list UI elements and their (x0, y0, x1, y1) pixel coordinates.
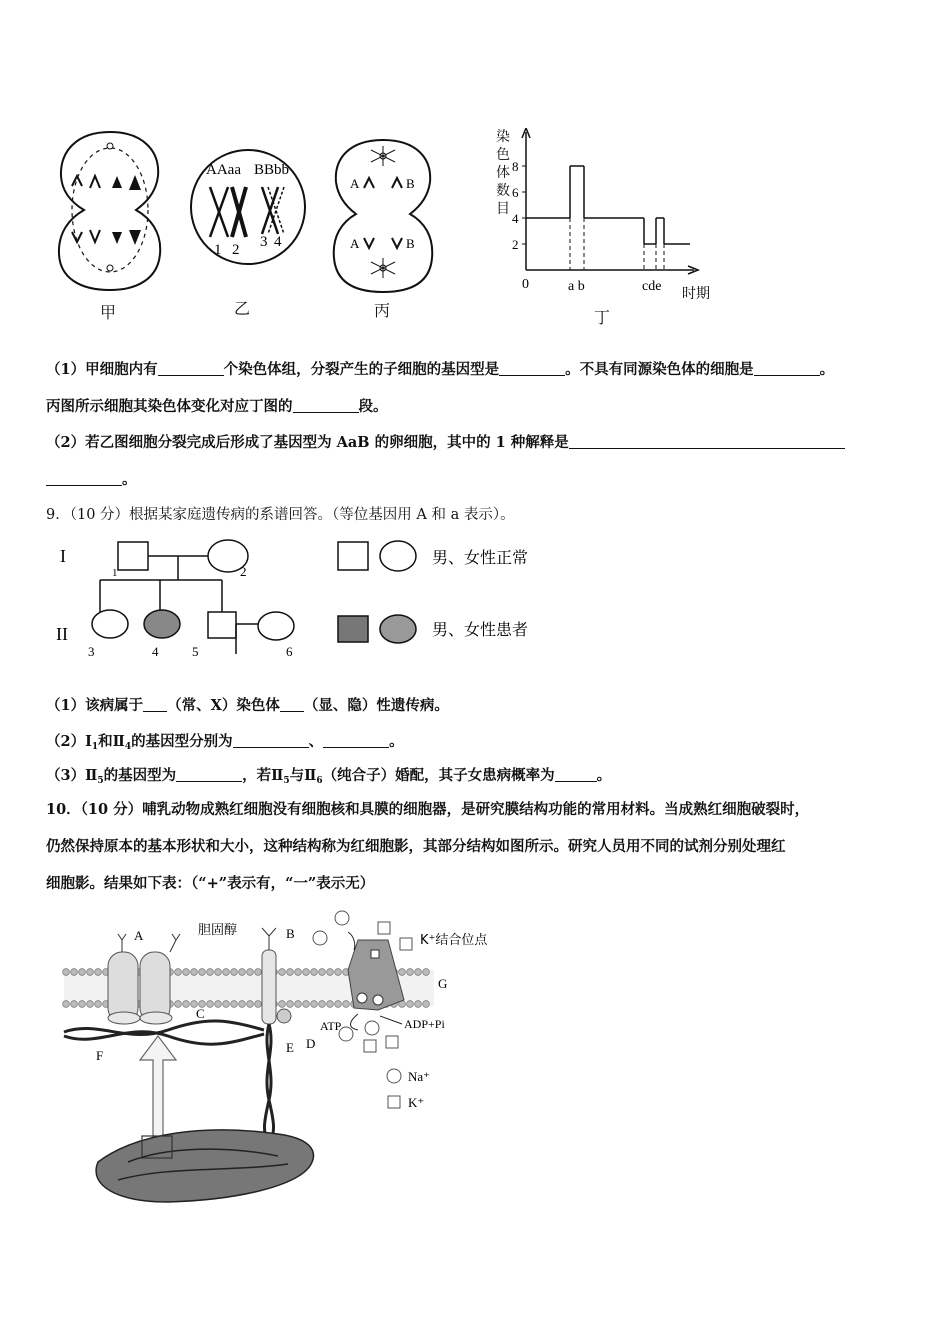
chart-ding (510, 128, 720, 328)
cell-jia-diagram (52, 128, 168, 293)
adp-label: ADP+Pi (404, 1017, 445, 1031)
pedigree-I-1 (118, 542, 148, 570)
phospholipid-head (231, 969, 238, 976)
membrane-label-b: B (286, 926, 295, 941)
q9-sub-1: （1）该病属于 （常、X）染色体 （显、隐）性遗传病。 (46, 697, 449, 714)
blank[interactable] (280, 697, 304, 712)
legend-k-label: K⁺ (408, 1095, 425, 1110)
phospholipid-head (63, 1001, 70, 1008)
pedigree-id-5: 5 (192, 644, 199, 659)
q8-line-3: （2）若乙图细胞分裂完成后形成了基因型为 AaB 的卵细胞，其中的 1 种解释是 (46, 433, 845, 453)
phospholipid-head (255, 1001, 262, 1008)
chromosome-number-4: 4 (274, 234, 282, 250)
blank[interactable] (143, 697, 167, 712)
cell-jia-label: 甲 (100, 303, 117, 322)
cell-yi-genes-left: AAaa (206, 162, 241, 178)
phospholipid-head (303, 969, 310, 976)
q10-line-1: 10．（10 分）哺乳动物成熟红细胞没有细胞核和具膜的细胞器，是研究膜结构功能的常用材料。当成熟红细胞破裂时， (46, 801, 810, 818)
phospholipid-head (287, 969, 294, 976)
membrane-label-f: F (96, 1048, 104, 1063)
phospholipid-head (231, 1001, 238, 1008)
phospholipid-head (255, 969, 262, 976)
membrane-label-g: G (438, 976, 448, 991)
phospholipid-head (71, 1001, 78, 1008)
red-blood-cell (96, 1130, 313, 1202)
pedigree-id-4: 4 (152, 644, 159, 659)
cell-yi-genes-right: BBbb (254, 162, 290, 178)
cell-bing-diagram (326, 136, 440, 296)
phospholipid-head (247, 1001, 254, 1008)
cell-bing-label: 丙 (374, 301, 391, 320)
phospholipid-head (407, 1001, 414, 1008)
membrane-label-a: A (134, 928, 144, 943)
legend-normal-text: 男、女性正常 (432, 548, 529, 567)
pedigree-II-3 (92, 610, 128, 638)
chart-ytick-label-4: 4 (512, 211, 519, 226)
chart-xmarks-cde: cde (642, 279, 662, 294)
pedigree-id-2: 2 (240, 564, 247, 579)
phospholipid-head (319, 969, 326, 976)
phospholipid-head (87, 1001, 94, 1008)
pedigree-II-4 (144, 610, 180, 638)
chart-ytick-label-2: 2 (512, 237, 519, 252)
cell-yi-label: 乙 (234, 299, 251, 318)
blank[interactable] (46, 471, 122, 486)
phospholipid-head (183, 969, 190, 976)
blank[interactable] (323, 733, 389, 748)
phospholipid-head (327, 969, 334, 976)
phospholipid-head (191, 969, 198, 976)
phospholipid-head (207, 1001, 214, 1008)
cell-bing-gene-bottom-a: A (350, 236, 360, 251)
phospholipid-head (343, 1001, 350, 1008)
blank[interactable] (293, 398, 359, 413)
legend-affected-female (380, 615, 416, 643)
blank[interactable] (233, 733, 309, 748)
phospholipid-head (215, 969, 222, 976)
membrane-label-c: C (196, 1006, 205, 1021)
blank[interactable] (176, 767, 242, 782)
phospholipid-head (303, 1001, 310, 1008)
generation-II: II (56, 624, 68, 644)
phospholipid-head (295, 969, 302, 976)
phospholipid-head (335, 969, 342, 976)
phospholipid-head (87, 969, 94, 976)
blank[interactable] (754, 361, 820, 376)
cell-yi-diagram (188, 142, 308, 272)
phospholipid-head (423, 1001, 430, 1008)
chromosome-number-3: 3 (260, 234, 268, 250)
blank[interactable] (158, 361, 224, 376)
phospholipid-head (311, 1001, 318, 1008)
blank[interactable] (499, 361, 565, 376)
phospholipid-head (327, 1001, 334, 1008)
phospholipid-head (63, 969, 70, 976)
phospholipid-head (335, 1001, 342, 1008)
blank[interactable] (555, 767, 597, 782)
membrane-label-e: E (286, 1040, 294, 1055)
q10-line-3: 细胞影。结果如下表：（“+”表示有，“一”表示无） (46, 875, 375, 892)
legend-k-symbol (388, 1096, 400, 1108)
legend-na-symbol (387, 1069, 401, 1083)
chromosome-number-2: 2 (232, 242, 240, 258)
pedigree-II-5 (208, 612, 236, 638)
phospholipid-head (207, 969, 214, 976)
k-binding-site-label: K⁺结合位点 (420, 933, 488, 948)
chart-xmarks-ab: a b (568, 279, 585, 294)
membrane-figure (58, 910, 518, 1210)
blank[interactable] (569, 434, 845, 449)
phospholipid-head (95, 1001, 102, 1008)
cell-bing-gene-top-b: B (406, 176, 415, 191)
chart-origin: 0 (522, 277, 529, 292)
chart-xlabel: 时期 (682, 286, 710, 302)
pedigree-id-3: 3 (88, 644, 95, 659)
phospholipid-head (71, 969, 78, 976)
membrane-protein-a-left (108, 952, 138, 1022)
q8-line-1: （1）甲细胞内有 个染色体组，分裂产生的子细胞的基因型是 。不具有同源染色体的细胞是 。 (46, 361, 835, 378)
phospholipid-head (311, 969, 318, 976)
phospholipid-head (279, 969, 286, 976)
cell-bing-gene-top-a: A (350, 176, 360, 191)
membrane-label-d: D (306, 1036, 316, 1051)
legend-normal-male (338, 542, 368, 570)
legend-normal-female (380, 541, 416, 571)
phospholipid-head (175, 969, 182, 976)
phospholipid-head (399, 969, 406, 976)
legend-na-label: Na⁺ (408, 1069, 431, 1084)
phospholipid-head (223, 969, 230, 976)
phospholipid-head (415, 969, 422, 976)
phospholipid-head (319, 1001, 326, 1008)
phospholipid-head (199, 969, 206, 976)
phospholipid-head (79, 1001, 86, 1008)
atp-label: ATP (320, 1019, 342, 1033)
phospholipid-head (287, 1001, 294, 1008)
phospholipid-head (415, 1001, 422, 1008)
phospholipid-head (215, 1001, 222, 1008)
phospholipid-head (79, 969, 86, 976)
q9-sub-3: $(3)Ⅱ_5$的基因型为 ，若$Ⅱ_5$与$Ⅱ_6$（纯合子）婚配，其子女患病概率为 。 (46, 767, 612, 786)
pedigree-II-6 (258, 612, 294, 640)
chromosome-number-1: 1 (214, 242, 222, 258)
chart-ding-label: 丁 (594, 308, 611, 327)
pedigree-chart (52, 536, 592, 666)
phospholipid-head (95, 969, 102, 976)
phospholipid-head (423, 969, 430, 976)
cell-bing-gene-bottom-b: B (406, 236, 415, 251)
membrane-protein-a-right (140, 952, 170, 1022)
legend-affected-male (338, 616, 368, 642)
pedigree-id-1: 1 (112, 567, 118, 579)
chart-ytick-label-6: 6 (512, 185, 519, 200)
phospholipid-head (175, 1001, 182, 1008)
phospholipid-head (295, 1001, 302, 1008)
q8-line-2: 丙图所示细胞其染色体变化对应丁图的 段。 (46, 398, 388, 415)
q9-sub-2: $(2)Ⅰ_1$和$Ⅱ_4$的基因型分别为 、 。 (46, 733, 404, 752)
legend-affected-text: 男、女性患者 (432, 620, 529, 639)
phospholipid-head (247, 969, 254, 976)
q10-line-2: 仍然保持原本的基本形状和大小，这种结构称为红细胞影，其部分结构如图所示。研究人员用不同的试剂分别处理红 (46, 838, 786, 855)
phospholipid-head (239, 1001, 246, 1008)
chart-ylabel: 染色体数目 (496, 129, 510, 217)
membrane-protein-b (262, 950, 276, 1024)
cholesterol-label: 胆固醇 (198, 923, 238, 938)
q9-title: 9．（10 分）根据某家庭遗传病的系谱回答。（等位基因用 A 和 a 表示）。 (46, 507, 515, 523)
q8-line-4: 。 (46, 470, 137, 490)
phospholipid-head (279, 1001, 286, 1008)
generation-I: I (60, 546, 66, 566)
chart-ytick-label-8: 8 (512, 159, 519, 174)
phospholipid-head (183, 1001, 190, 1008)
phospholipid-head (223, 1001, 230, 1008)
phospholipid-head (239, 969, 246, 976)
phospholipid-head (407, 969, 414, 976)
pedigree-id-6: 6 (286, 644, 293, 659)
